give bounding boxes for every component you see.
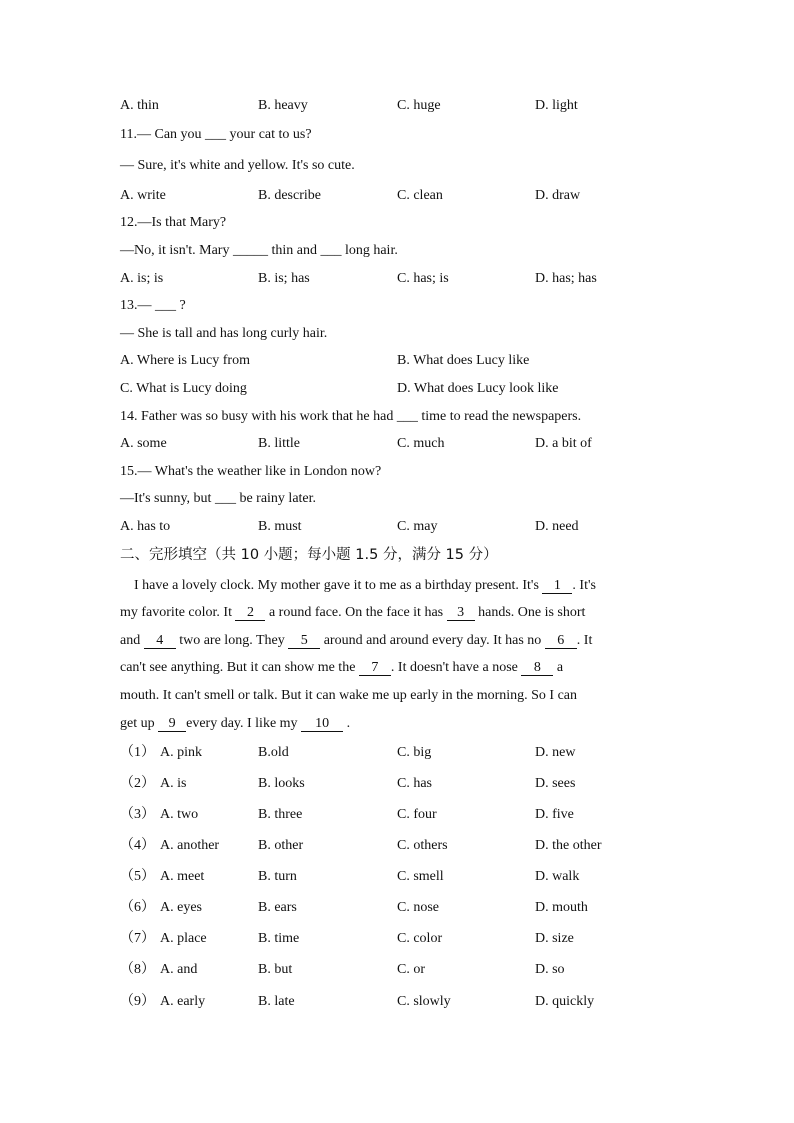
question-reply: — She is tall and has long curly hair. (120, 326, 328, 341)
passage-text: a (553, 660, 564, 675)
option-b: B. describe (258, 188, 321, 203)
cloze-number: （5） (120, 869, 155, 884)
passage-text: . It doesn't have a nose (390, 660, 522, 675)
blank-5: 5 (288, 633, 320, 649)
passage-text: I have a lovely clock. My mother gave it to me as a birthday present. It's (134, 578, 543, 593)
option-c: C. What is Lucy doing (120, 381, 247, 396)
passage-text: a round face. On the face it has (265, 605, 447, 620)
cloze-number: （4） (120, 838, 155, 853)
option-a: A. has to (120, 519, 171, 534)
option-b: B.old (258, 745, 289, 760)
blank-8: 8 (521, 660, 553, 676)
option-c: C. others (397, 838, 448, 853)
option-a: A. is; is (120, 271, 164, 286)
option-c: C. smell (397, 869, 444, 884)
option-d: D. draw (535, 188, 581, 203)
passage-text: can't see anything. But it can show me the (120, 660, 359, 675)
option-d: D. need (535, 519, 579, 534)
passage-line-2 (120, 604, 585, 622)
blank-1: 1 (542, 578, 572, 594)
option-b: B. turn (258, 869, 297, 884)
option-b: B. other (258, 838, 304, 853)
cloze-number: （8） (120, 962, 155, 977)
passage-line-4 (120, 659, 563, 677)
passage-text: and (120, 633, 144, 648)
option-d: D. What does Lucy look like (397, 381, 559, 396)
option-a: A. another (160, 838, 220, 853)
option-d: D. light (535, 98, 578, 113)
option-b: B. time (258, 931, 300, 946)
blank-2: 2 (235, 605, 265, 621)
cloze-number: （6） (120, 900, 155, 915)
option-d: D. so (535, 962, 565, 977)
option-a: A. write (120, 188, 166, 203)
question-stem: 15.— What's the weather like in London now? (120, 464, 382, 479)
passage-text: two are long. They (175, 633, 289, 648)
option-c: C. may (397, 519, 438, 534)
option-b: B. heavy (258, 98, 308, 113)
question-stem: 12.—Is that Mary? (120, 215, 227, 230)
option-c: C. has; is (397, 271, 449, 286)
blank-3: 3 (447, 605, 475, 621)
question-stem: 14. Father was so busy with his work that he had ___ time to read the newspapers. (120, 409, 582, 424)
passage-text: my favorite color. It (120, 605, 236, 620)
option-d: D. the other (535, 838, 602, 853)
blank-6: 6 (545, 633, 577, 649)
blank-7: 7 (359, 660, 391, 676)
option-c: C. nose (397, 900, 439, 915)
question-reply: —It's sunny, but ___ be rainy later. (120, 491, 317, 506)
option-d: D. quickly (535, 994, 595, 1009)
option-d: D. has; has (535, 271, 597, 286)
blank-9: 9 (158, 716, 186, 732)
cloze-number: （9） (120, 994, 155, 1009)
section-heading: 二、完形填空（共 10 小题；每小题 1.5 分，满分 15 分） (120, 547, 498, 563)
passage-line-1 (134, 577, 596, 595)
option-b: B. What does Lucy like (397, 353, 530, 368)
cloze-number: （2） (120, 776, 155, 791)
option-c: C. four (397, 807, 437, 822)
option-b: B. little (258, 436, 300, 451)
passage-text: get up (120, 716, 159, 731)
option-a: A. early (160, 994, 206, 1009)
option-c: C. much (397, 436, 445, 451)
blank-4: 4 (144, 633, 176, 649)
option-a: A. some (120, 436, 167, 451)
passage-line-3 (120, 632, 592, 650)
passage-text: every day. I like my (186, 716, 302, 731)
option-c: C. big (397, 745, 432, 760)
passage-text: . It (576, 633, 593, 648)
option-d: D. sees (535, 776, 576, 791)
question-reply: — Sure, it's white and yellow. It's so cute. (120, 158, 355, 173)
option-b: B. looks (258, 776, 305, 791)
option-a: A. place (160, 931, 207, 946)
option-c: C. huge (397, 98, 441, 113)
question-stem: 13.— ___ ? (120, 298, 186, 313)
option-a: A. meet (160, 869, 205, 884)
option-c: C. clean (397, 188, 443, 203)
option-c: C. color (397, 931, 443, 946)
passage-text: around and around every day. It has no (320, 633, 545, 648)
question-stem: 11.— Can you ___ your cat to us? (120, 127, 312, 142)
option-a: A. thin (120, 98, 159, 113)
passage-text: . (343, 716, 351, 731)
option-b: B. late (258, 994, 295, 1009)
passage-line-6 (120, 715, 350, 733)
option-a: A. and (160, 962, 198, 977)
option-c: C. has (397, 776, 432, 791)
option-b: B. but (258, 962, 293, 977)
blank-10: 10 (301, 716, 343, 732)
option-c: C. or (397, 962, 425, 977)
option-a: A. pink (160, 745, 202, 760)
option-a: A. Where is Lucy from (120, 353, 250, 368)
cloze-number: （1） (120, 745, 155, 760)
option-c: C. slowly (397, 994, 451, 1009)
option-d: D. new (535, 745, 576, 760)
option-a: A. two (160, 807, 199, 822)
cloze-number: （3） (120, 807, 155, 822)
passage-line-5: mouth. It can't smell or talk. But it can wake me up early in the morning. So I can (120, 688, 578, 703)
option-d: D. five (535, 807, 574, 822)
option-b: B. three (258, 807, 303, 822)
option-a: A. is (160, 776, 187, 791)
option-b: B. ears (258, 900, 297, 915)
passage-text: hands. One is short (474, 605, 586, 620)
cloze-number: （7） (120, 931, 155, 946)
option-d: D. mouth (535, 900, 588, 915)
option-d: D. size (535, 931, 574, 946)
option-d: D. a bit of (535, 436, 592, 451)
option-a: A. eyes (160, 900, 202, 915)
option-b: B. is; has (258, 271, 310, 286)
option-b: B. must (258, 519, 302, 534)
option-d: D. walk (535, 869, 580, 884)
question-reply: —No, it isn't. Mary _____ thin and ___ long hair. (120, 243, 398, 258)
passage-text: . It's (572, 578, 596, 593)
